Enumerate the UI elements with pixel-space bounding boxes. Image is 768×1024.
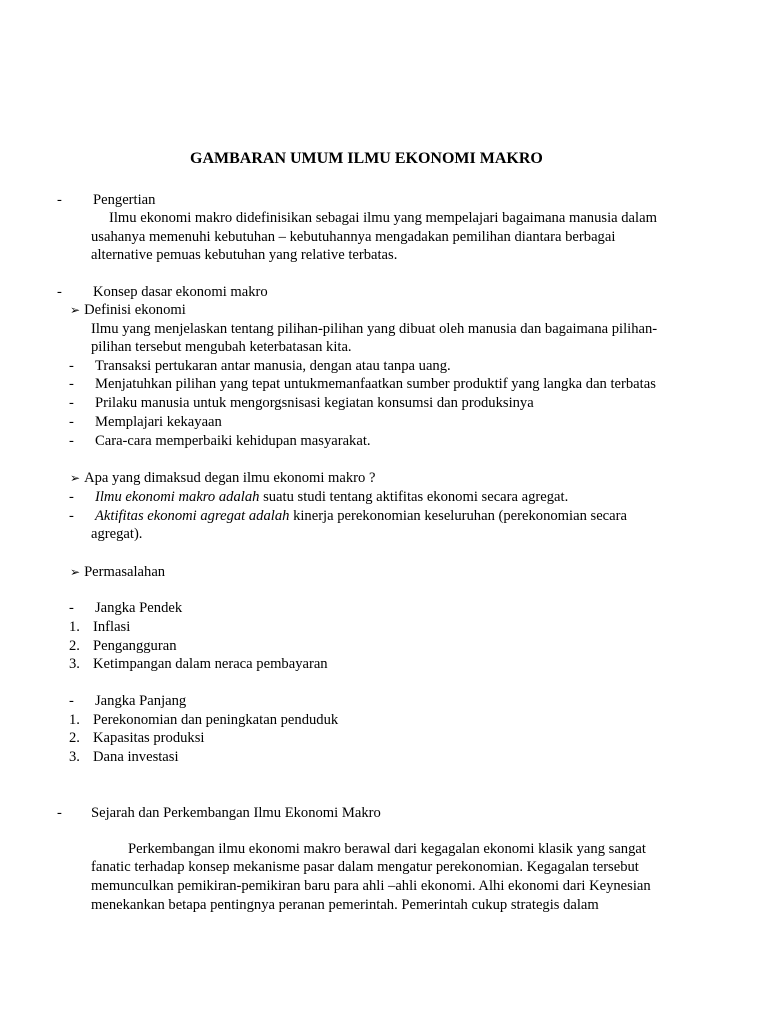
- document-title: GAMBARAN UMUM ILMU EKONOMI MAKRO: [190, 150, 543, 167]
- section-heading-pengertian: Pengertian: [93, 192, 156, 208]
- list-item: [95, 488, 568, 507]
- subheading-definisi: [70, 301, 186, 320]
- paragraph-line: usahanya memenuhi kebutuhan – kebutuhannya mengadakan pemilihan diantara berbagai: [91, 229, 616, 245]
- list-number: 3.: [69, 656, 80, 672]
- list-item-rest: kinerja perekonomian keseluruhan (perekonomian secara: [289, 508, 627, 524]
- paragraph-line: menekankan betapa pentingnya peranan pemerintah. Pemerintah cukup strategis dalam: [91, 897, 599, 913]
- list-item-continuation: agregat).: [91, 526, 143, 542]
- subheading-definisi-label: Definisi ekonomi: [84, 302, 186, 318]
- paragraph-line: pilihan tersebut mengubah keterbatasan kita.: [91, 339, 352, 355]
- subheading-permasalahan: [70, 563, 165, 582]
- list-item: Ketimpangan dalam neraca pembayaran: [93, 656, 328, 672]
- group-heading-jangka-pendek: Jangka Pendek: [95, 600, 183, 616]
- section-heading-sejarah: Sejarah dan Perkembangan Ilmu Ekonomi Makro: [91, 805, 381, 821]
- italic-term: Ilmu ekonomi makro adalah: [95, 489, 260, 505]
- paragraph-line: alternative pemuas kebutuhan yang relative terbatas.: [91, 247, 398, 263]
- list-item: Kapasitas produksi: [93, 730, 205, 746]
- list-item-rest: suatu studi tentang aktifitas ekonomi secara agregat.: [259, 489, 569, 505]
- list-item: Dana investasi: [93, 749, 179, 765]
- list-number: 1.: [69, 712, 80, 728]
- section-dash: -: [57, 805, 62, 821]
- list-item: Cara-cara memperbaiki kehidupan masyarakat.: [95, 433, 371, 449]
- section-dash: -: [57, 284, 62, 300]
- section-heading-konsep: Konsep dasar ekonomi makro: [93, 284, 268, 300]
- italic-term: Aktifitas ekonomi agregat adalah: [95, 508, 290, 524]
- subheading-apa-label: Apa yang dimaksud degan ilmu ekonomi makro ?: [84, 470, 376, 486]
- arrow-bullet-icon: [70, 565, 80, 579]
- paragraph-line: Perkembangan ilmu ekonomi makro berawal dari kegagalan ekonomi klasik yang sangat: [128, 841, 646, 857]
- list-item-dash: -: [69, 693, 74, 709]
- list-item: Prilaku manusia untuk mengorgsnisasi kegiatan konsumsi dan produksinya: [95, 395, 534, 411]
- list-item: Inflasi: [93, 619, 131, 635]
- list-number: 2.: [69, 730, 80, 746]
- list-item: Perekonomian dan peningkatan penduduk: [93, 712, 339, 728]
- list-item-dash: -: [69, 600, 74, 616]
- paragraph-line: Ilmu ekonomi makro didefinisikan sebagai ilmu yang mempelajari bagaimana manusia dalam: [109, 210, 657, 226]
- list-item-dash: -: [69, 489, 74, 505]
- list-number: 3.: [69, 749, 80, 765]
- list-item: Memplajari kekayaan: [95, 414, 222, 430]
- section-dash: -: [57, 192, 62, 208]
- list-item-dash: -: [69, 414, 74, 430]
- list-item: Pengangguran: [93, 638, 177, 654]
- arrow-bullet-icon: [70, 471, 80, 485]
- subheading-permasalahan-label: Permasalahan: [84, 564, 166, 580]
- paragraph-line: fanatic terhadap konsep mekanisme pasar dalam mengatur perekonomian. Kegagalan tersebut: [91, 859, 639, 875]
- list-item: Transaksi pertukaran antar manusia, dengan atau tanpa uang.: [95, 358, 451, 374]
- list-number: 2.: [69, 638, 80, 654]
- arrow-bullet-icon: [70, 303, 80, 317]
- subheading-apa: [70, 469, 375, 488]
- list-item-dash: -: [69, 395, 74, 411]
- group-heading-jangka-panjang: Jangka Panjang: [95, 693, 187, 709]
- list-item: [95, 507, 627, 526]
- list-item-dash: -: [69, 358, 74, 374]
- list-item-dash: -: [69, 376, 74, 392]
- list-item-dash: -: [69, 433, 74, 449]
- list-item: Menjatuhkan pilihan yang tepat untukmemanfaatkan sumber produktif yang langka dan terbatas: [95, 376, 656, 392]
- list-item-dash: -: [69, 508, 74, 524]
- list-number: 1.: [69, 619, 80, 635]
- paragraph-line: Ilmu yang menjelaskan tentang pilihan-pilihan yang dibuat oleh manusia dan bagaimana pilihan-: [91, 321, 658, 337]
- paragraph-line: memunculkan pemikiran-pemikiran baru para ahli –ahli ekonomi. Alhi ekonomi dari Keynesian: [91, 878, 651, 894]
